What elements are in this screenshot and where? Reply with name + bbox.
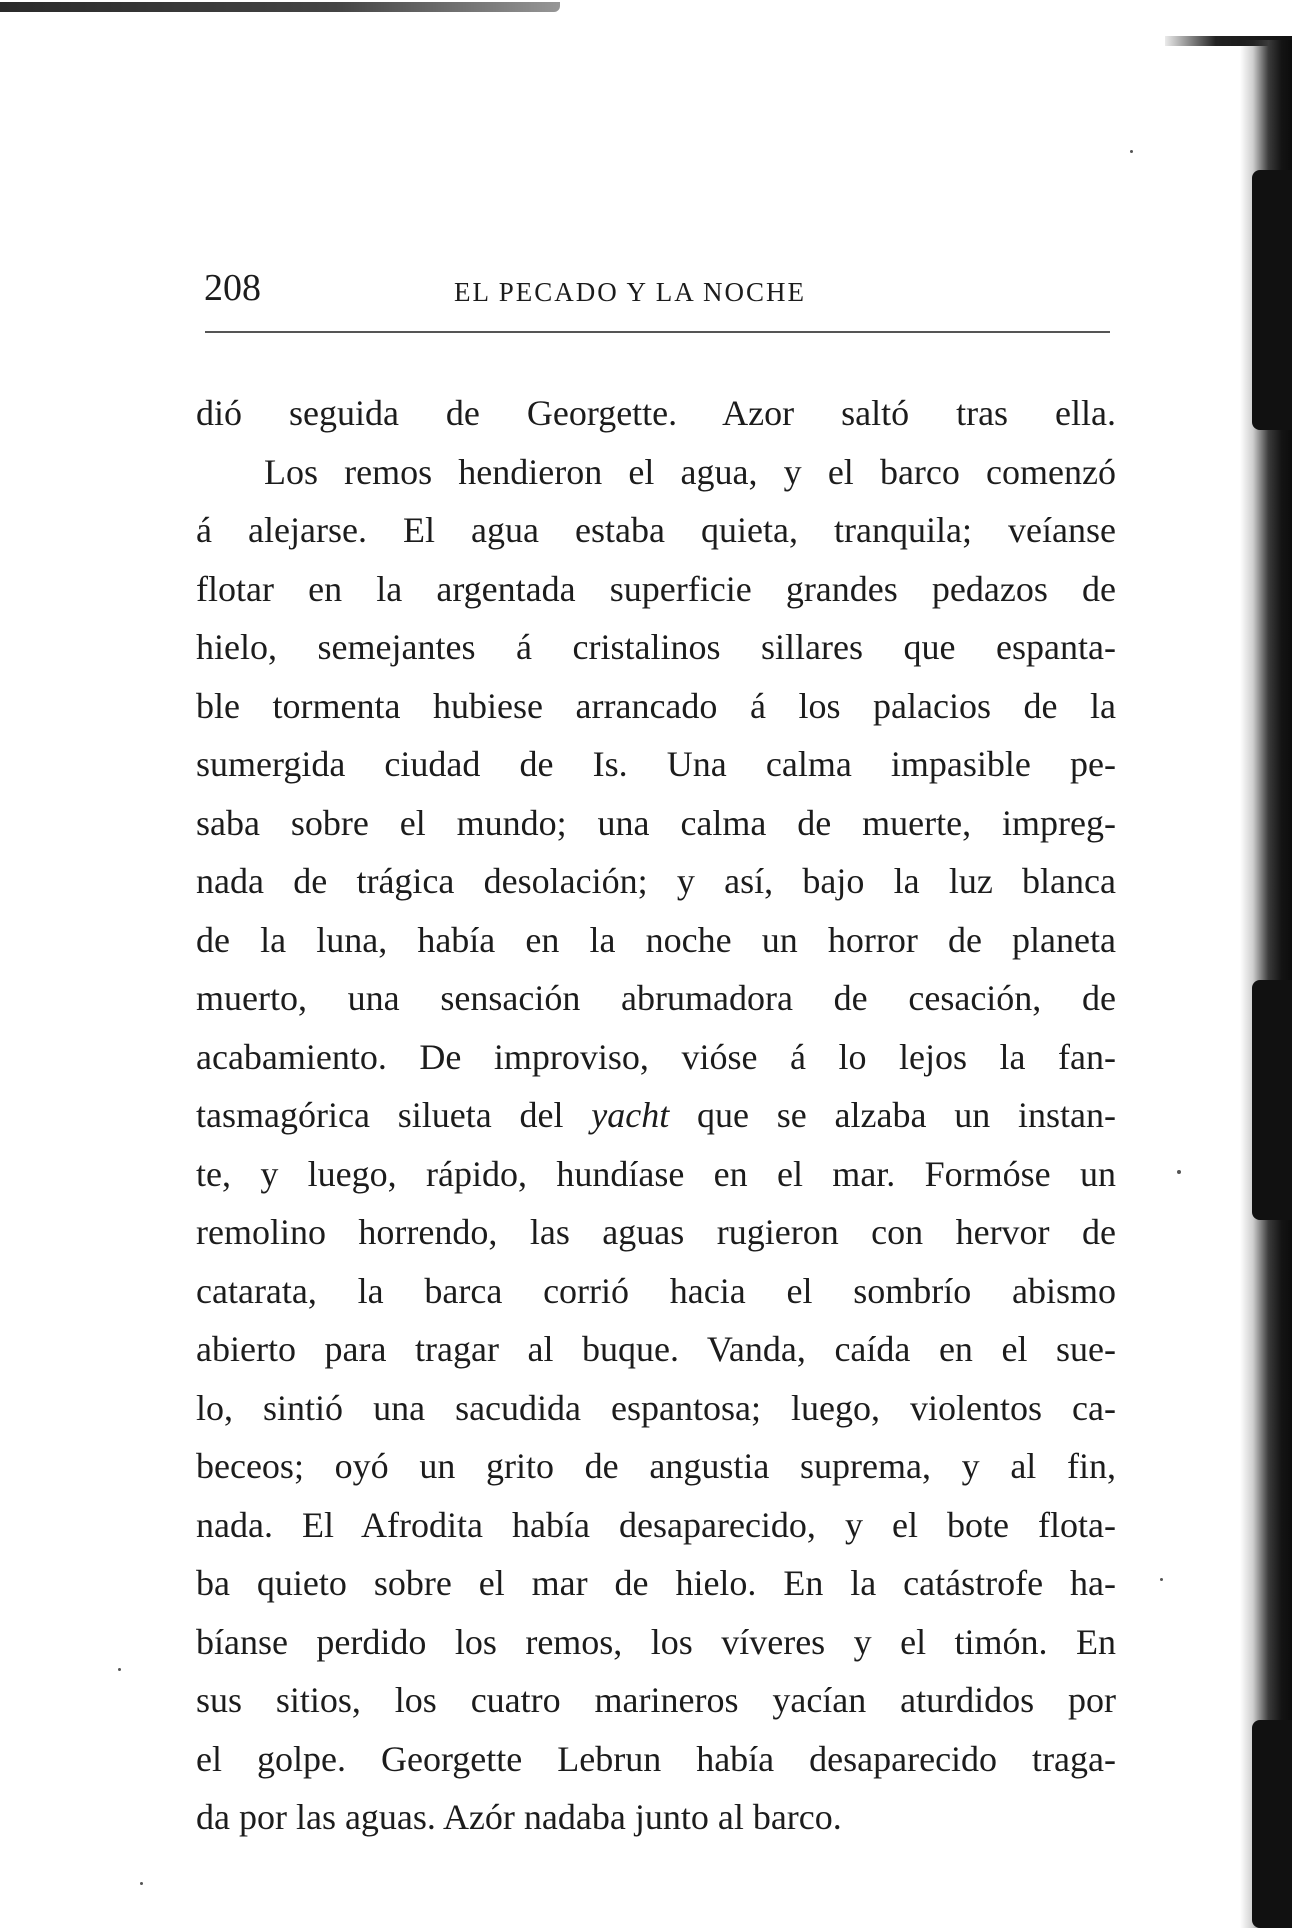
text-segment: tasmagórica silueta del <box>196 1095 564 1135</box>
text-line <box>196 1086 1116 1145</box>
spine-dark-band <box>1252 170 1292 430</box>
text-line: sumergida ciudad de Is. Una calma impasible pe- <box>196 744 1116 784</box>
text-line: beceos; oyó un grito de angustia suprema, y al fin, <box>196 1446 1116 1486</box>
page-number: 208 <box>204 267 261 309</box>
text-line: catarata, la barca corrió hacia el sombrío abismo <box>196 1270 1116 1311</box>
paragraph-last-line: da por las aguas. Azór nadaba junto al barco. <box>196 1797 842 1837</box>
text-line: abierto para tragar al buque. Vanda, caída en el sue- <box>196 1329 1116 1369</box>
body-text <box>196 384 1116 1847</box>
scan-speck <box>1130 150 1133 153</box>
text-line: á alejarse. El agua estaba quieta, tranquila; veíanse <box>196 510 1116 550</box>
spine-dark-band <box>1252 1720 1292 1928</box>
text-line: de la luna, había en la noche un horror de planeta <box>196 919 1116 960</box>
text-line: bíanse perdido los remos, los víveres y el timón. En <box>196 1621 1116 1662</box>
text-line: nada. El Afrodita había desaparecido, y el bote flota- <box>196 1504 1116 1545</box>
text-line: sus sitios, los cuatro marineros yacían aturdidos por <box>196 1680 1116 1720</box>
scan-speck <box>1177 1170 1181 1174</box>
text-line: remolino horrendo, las aguas rugieron con hervor de <box>196 1212 1116 1252</box>
scan-speck <box>1160 1578 1163 1581</box>
text-line: acabamiento. De improviso, vióse á lo lejos la fan- <box>196 1036 1116 1077</box>
running-title: EL PECADO Y LA NOCHE <box>454 277 806 307</box>
text-line: te, y luego, rápido, hundíase en el mar. Formóse un <box>196 1153 1116 1194</box>
scan-speck <box>118 1668 121 1671</box>
spine-dark-band <box>1252 980 1292 1220</box>
text-line: ba quieto sobre el mar de hielo. En la catástrofe ha- <box>196 1563 1116 1603</box>
page-header <box>204 262 1109 314</box>
scan-top-edge-shadow <box>0 2 560 12</box>
text-line: ble tormenta hubiese arrancado á los palacios de la <box>196 685 1116 726</box>
text-segment: que se alzaba un instan- <box>697 1095 1117 1135</box>
text-line: dió seguida de Georgette. Azor saltó tras ella. <box>196 393 1116 433</box>
scan-speck <box>140 1882 143 1885</box>
text-line: el golpe. Georgette Lebrun había desaparecido traga- <box>196 1738 1116 1779</box>
text-line: muerto, una sensación abrumadora de cesación, de <box>196 978 1116 1018</box>
paragraph-first-line: Los remos hendieron el agua, y el barco comenzó <box>264 451 1116 492</box>
text-line: flotar en la argentada superficie grandes pedazos de <box>196 568 1116 609</box>
text-line: nada de trágica desolación; y así, bajo la luz blanca <box>196 861 1116 901</box>
header-rule <box>205 331 1110 333</box>
text-line: hielo, semejantes á cristalinos sillares que espanta- <box>196 627 1116 667</box>
text-line: lo, sintió una sacudida espantosa; luego, violentos ca- <box>196 1387 1116 1428</box>
text-line: saba sobre el mundo; una calma de muerte, impreg- <box>196 802 1116 843</box>
italic-word: yacht <box>591 1095 670 1135</box>
